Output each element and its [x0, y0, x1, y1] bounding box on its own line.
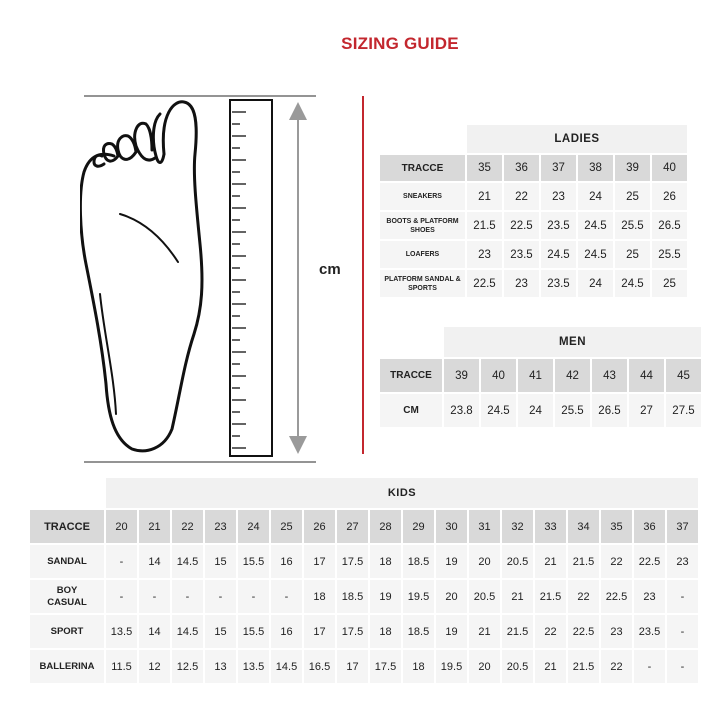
size-cell: 45 [666, 359, 701, 392]
value-cell: 19.5 [436, 650, 467, 683]
size-cell: 20 [106, 510, 137, 543]
value-cell: 21 [467, 183, 502, 210]
men-title: MEN [444, 327, 701, 357]
value-cell: 24.5 [481, 394, 516, 427]
value-cell: 23.5 [541, 270, 576, 297]
value-cell: 21.5 [535, 580, 566, 613]
value-cell: 18.5 [403, 545, 434, 578]
men-size-table [378, 325, 703, 429]
value-cell: 27 [629, 394, 664, 427]
size-cell: 39 [444, 359, 479, 392]
value-cell: 23 [541, 183, 576, 210]
value-cell: 23.5 [504, 241, 539, 268]
header-label: TRACCE [380, 359, 442, 392]
value-cell: 21 [535, 545, 566, 578]
size-cell: 35 [601, 510, 632, 543]
value-cell: 14.5 [172, 545, 203, 578]
size-cell: 24 [238, 510, 269, 543]
foot-measure-illustration [80, 94, 320, 466]
value-cell: 24.5 [578, 212, 613, 239]
value-cell: 22 [535, 615, 566, 648]
value-cell: 23 [667, 545, 698, 578]
value-cell: 21.5 [502, 615, 533, 648]
value-cell: 24.5 [615, 270, 650, 297]
value-cell: 14.5 [172, 615, 203, 648]
value-cell: 21.5 [568, 650, 599, 683]
value-cell: 22.5 [504, 212, 539, 239]
value-cell: 20 [469, 650, 500, 683]
value-cell: - [172, 580, 203, 613]
foot-outline-icon [80, 102, 202, 451]
double-arrow-icon [289, 102, 307, 454]
value-cell: - [667, 580, 698, 613]
page-title: SIZING GUIDE [341, 34, 459, 53]
value-cell: 23.8 [444, 394, 479, 427]
value-cell: 22 [601, 545, 632, 578]
value-cell: - [667, 650, 698, 683]
value-cell: 22.5 [568, 615, 599, 648]
value-cell: 25.5 [652, 241, 687, 268]
size-cell: 26 [304, 510, 335, 543]
value-cell: 18 [370, 545, 401, 578]
size-cell: 37 [667, 510, 698, 543]
value-cell: - [634, 650, 665, 683]
size-cell: 21 [139, 510, 170, 543]
value-cell: 17.5 [370, 650, 401, 683]
ladies-title: LADIES [467, 125, 687, 153]
value-cell: 19 [436, 615, 467, 648]
value-cell: 22.5 [467, 270, 502, 297]
value-cell: - [106, 580, 137, 613]
size-cell: 22 [172, 510, 203, 543]
size-cell: 38 [578, 155, 613, 181]
value-cell: 23.5 [541, 212, 576, 239]
value-cell: - [667, 615, 698, 648]
size-cell: 25 [271, 510, 302, 543]
size-cell: 36 [504, 155, 539, 181]
size-cell: 39 [615, 155, 650, 181]
value-cell: - [238, 580, 269, 613]
value-cell: 23 [634, 580, 665, 613]
value-cell: 22 [504, 183, 539, 210]
size-cell: 35 [467, 155, 502, 181]
value-cell: 14 [139, 545, 170, 578]
size-cell: 23 [205, 510, 236, 543]
header-label: TRACCE [30, 510, 104, 543]
value-cell: 18 [370, 615, 401, 648]
value-cell: 24.5 [578, 241, 613, 268]
value-cell: 20.5 [502, 650, 533, 683]
value-cell: 20 [436, 580, 467, 613]
size-cell: 28 [370, 510, 401, 543]
size-cell: 33 [535, 510, 566, 543]
value-cell: 17.5 [337, 545, 368, 578]
value-cell: 18.5 [403, 615, 434, 648]
ladies-size-table [378, 123, 689, 299]
value-cell: 15.5 [238, 545, 269, 578]
size-cell: 41 [518, 359, 553, 392]
blank-corner [380, 327, 442, 357]
size-cell: 43 [592, 359, 627, 392]
value-cell: 12 [139, 650, 170, 683]
row-label: CM [380, 394, 442, 427]
value-cell: 18 [304, 580, 335, 613]
value-cell: 13.5 [238, 650, 269, 683]
value-cell: 26.5 [652, 212, 687, 239]
value-cell: 26 [652, 183, 687, 210]
value-cell: 15.5 [238, 615, 269, 648]
value-cell: 22.5 [601, 580, 632, 613]
size-cell: 27 [337, 510, 368, 543]
value-cell: 19 [370, 580, 401, 613]
value-cell: 21 [535, 650, 566, 683]
value-cell: 26.5 [592, 394, 627, 427]
row-label: SANDAL [30, 545, 104, 578]
row-label: SPORT [30, 615, 104, 648]
row-label: LOAFERS [380, 241, 465, 268]
size-cell: 31 [469, 510, 500, 543]
value-cell: 20 [469, 545, 500, 578]
value-cell: 23.5 [634, 615, 665, 648]
value-cell: 13.5 [106, 615, 137, 648]
value-cell: 12.5 [172, 650, 203, 683]
size-cell: 30 [436, 510, 467, 543]
value-cell: 24 [578, 183, 613, 210]
value-cell: 24 [518, 394, 553, 427]
red-divider [362, 96, 364, 454]
value-cell: 16 [271, 615, 302, 648]
blank-corner [380, 125, 465, 153]
value-cell: - [271, 580, 302, 613]
size-cell: 40 [652, 155, 687, 181]
value-cell: 14 [139, 615, 170, 648]
value-cell: 24.5 [541, 241, 576, 268]
value-cell: - [139, 580, 170, 613]
value-cell: 22 [601, 650, 632, 683]
row-label: BOOTS & PLATFORM SHOES [380, 212, 465, 239]
value-cell: 17 [304, 545, 335, 578]
cm-unit-label: cm [319, 261, 341, 278]
size-cell: 34 [568, 510, 599, 543]
value-cell: 25.5 [555, 394, 590, 427]
value-cell: 25 [652, 270, 687, 297]
value-cell: 18 [403, 650, 434, 683]
blank-corner [30, 478, 104, 508]
row-label: BOY CASUAL [30, 580, 104, 613]
value-cell: 25 [615, 183, 650, 210]
value-cell: 24 [578, 270, 613, 297]
value-cell: 20.5 [502, 545, 533, 578]
value-cell: 20.5 [469, 580, 500, 613]
value-cell: 16 [271, 545, 302, 578]
value-cell: 22.5 [634, 545, 665, 578]
value-cell: 21 [502, 580, 533, 613]
value-cell: 23 [601, 615, 632, 648]
value-cell: - [205, 580, 236, 613]
size-cell: 29 [403, 510, 434, 543]
value-cell: - [106, 545, 137, 578]
value-cell: 22 [568, 580, 599, 613]
value-cell: 21.5 [568, 545, 599, 578]
kids-title: KIDS [106, 478, 698, 508]
value-cell: 23 [504, 270, 539, 297]
row-label: PLATFORM SANDAL & SPORTS [380, 270, 465, 297]
value-cell: 17 [337, 650, 368, 683]
size-cell: 44 [629, 359, 664, 392]
value-cell: 11.5 [106, 650, 137, 683]
value-cell: 17 [304, 615, 335, 648]
value-cell: 21 [469, 615, 500, 648]
value-cell: 25.5 [615, 212, 650, 239]
value-cell: 16.5 [304, 650, 335, 683]
size-cell: 32 [502, 510, 533, 543]
size-cell: 37 [541, 155, 576, 181]
value-cell: 23 [467, 241, 502, 268]
row-label: BALLERINA [30, 650, 104, 683]
header-label: TRACCE [380, 155, 465, 181]
size-cell: 42 [555, 359, 590, 392]
value-cell: 17.5 [337, 615, 368, 648]
size-cell: 40 [481, 359, 516, 392]
value-cell: 14.5 [271, 650, 302, 683]
value-cell: 15 [205, 545, 236, 578]
value-cell: 25 [615, 241, 650, 268]
value-cell: 15 [205, 615, 236, 648]
value-cell: 19 [436, 545, 467, 578]
ruler-icon [230, 100, 272, 456]
value-cell: 19.5 [403, 580, 434, 613]
value-cell: 21.5 [467, 212, 502, 239]
value-cell: 13 [205, 650, 236, 683]
kids-size-table [28, 476, 700, 685]
row-label: SNEAKERS [380, 183, 465, 210]
value-cell: 18.5 [337, 580, 368, 613]
size-cell: 36 [634, 510, 665, 543]
value-cell: 27.5 [666, 394, 701, 427]
